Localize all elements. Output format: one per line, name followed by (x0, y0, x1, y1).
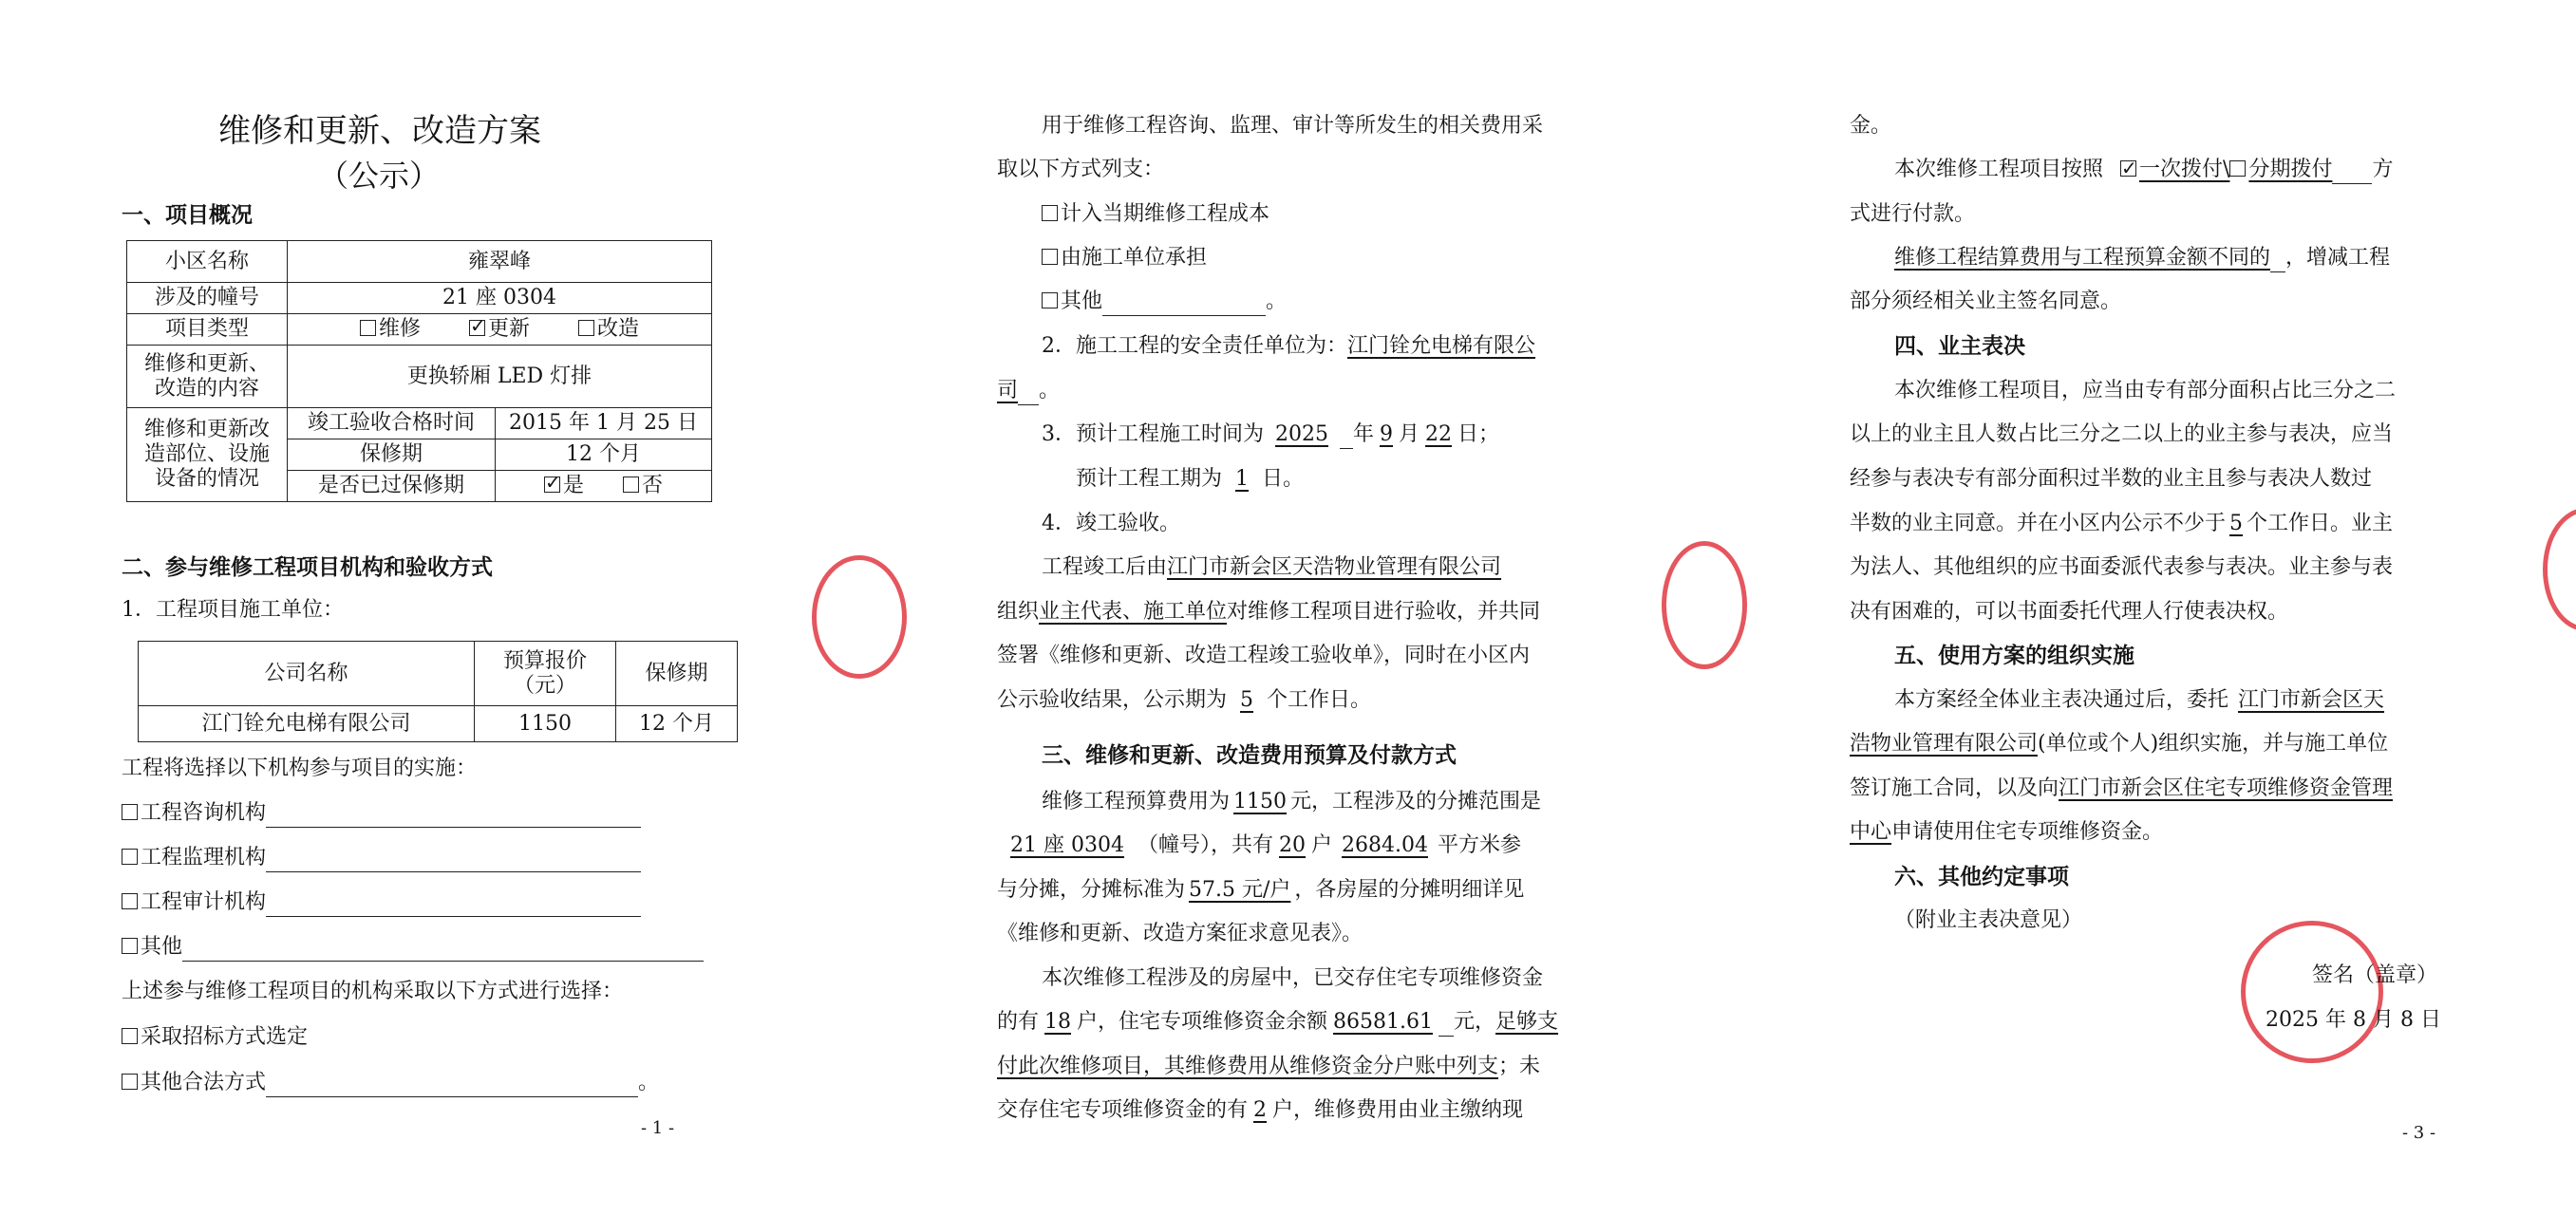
p2-schedule (1042, 421, 1499, 449)
p2-accept-1a: 工程竣工后由 (1042, 555, 1168, 579)
type-option-renovate: 改造 (597, 317, 640, 341)
agency-consult (122, 799, 641, 828)
section-heading-other: 六、其他约定事项 (1894, 864, 2069, 889)
agency-consult-label: 工程咨询机构 (141, 801, 267, 825)
checkbox-icon (360, 320, 376, 336)
section-heading-overview: 一、项目概况 (122, 202, 253, 228)
equipment-label-line-1: 维修和更新改 (143, 418, 270, 441)
checkbox-icon (122, 849, 138, 865)
red-seal-stamp (1662, 541, 1747, 669)
p2-budget-standard: 57.5 元/户 (1189, 878, 1291, 902)
type-options (288, 314, 712, 346)
p3-impl-3a: 签订施工合同，以及向 (1850, 776, 2059, 800)
p3-impl-2 (1850, 730, 2388, 758)
p3-impl-org: 江门市新会区天 (2238, 688, 2385, 712)
p2-fund-balance: 86581.61 (1333, 1010, 1434, 1034)
p3-impl-2b: (单位或个人)组织实施，并与施工单位 (2038, 732, 2389, 756)
p3-vote-4 (1850, 510, 2393, 538)
p3-impl-4 (1850, 818, 2163, 847)
page-subtitle: （公示） (318, 158, 441, 194)
p3-pay-1b: 方 (2372, 158, 2394, 181)
row-warranty: 12 个月 (616, 706, 738, 742)
p2-accept-days: 5 (1240, 688, 1254, 712)
p3-vote-3: 经参与表决专有部分面积过半数的业主且参与表决人数过 (1850, 467, 2373, 491)
p2-safety-unit-cont: 司 (997, 379, 1019, 402)
p3-pay-option-lump: 一次拨付\ (2139, 158, 2230, 181)
p2-duration-suffix: 日。 (1262, 467, 1305, 491)
p2-day: 22 (1425, 422, 1453, 446)
contractor-intro: 1．工程项目施工单位： (122, 598, 344, 622)
content-label (127, 346, 288, 408)
p3-vote-6: 决有困难的，可以书面委托代理人行使表决权。 (1850, 600, 2289, 624)
p2-fund-3 (997, 1053, 1540, 1081)
checkbox-checked-icon (544, 477, 560, 493)
page-1 (0, 0, 855, 1215)
p2-fund-2 (997, 1008, 1558, 1037)
acceptance-label: 竣工验收合格时间 (288, 408, 496, 439)
red-seal-stamp (2543, 508, 2576, 631)
col-company: 公司名称 (139, 642, 475, 706)
p3-vote-5: 为法人、其他组织的应书面委派代表参与表决。业主参与表 (1850, 555, 2394, 579)
p3-diff-1b: ，增减工程 (2285, 246, 2391, 270)
p2-duration-prefix: 预计工程工期为 (1076, 467, 1223, 491)
p2-fund-4c: 户，维修费用由业主缴纳现 (1272, 1098, 1524, 1122)
p2-budget-2b: （幢号），共有 (1137, 833, 1273, 857)
section-heading-vote: 四、业主表决 (1894, 333, 2025, 359)
checkbox-checked-icon (2120, 160, 2136, 177)
p3-diff-2: 部分须经相关业主签名同意。 (1850, 290, 2122, 313)
community-value: 雍翠峰 (288, 241, 712, 283)
p2-budget-1 (1042, 788, 1541, 816)
p3-line1: 金。 (1850, 114, 1892, 138)
p2-opt-contractor-label: 由施工单位承担 (1061, 246, 1208, 270)
page-number-3: - 3 - (2402, 1123, 2436, 1143)
checkbox-icon (122, 1028, 138, 1044)
content-label-line-2: 改造的内容 (154, 376, 259, 401)
p2-duration-value: 1 (1235, 467, 1250, 491)
expired-option-yes: 是 (562, 474, 584, 497)
type-option-repair: 维修 (378, 317, 421, 341)
expired-options (496, 471, 712, 502)
checkbox-icon (1042, 249, 1058, 265)
p3-impl-4b: 申请使用住宅专项维修资金。 (1891, 820, 2164, 844)
p2-fund-4 (997, 1096, 1523, 1125)
p2-fund-2a: 的有 (997, 1010, 1040, 1034)
p2-month: 9 (1380, 422, 1394, 446)
agency-audit-label: 工程审计机构 (141, 890, 267, 914)
p3-impl-org-cont: 浩物业管理有限公司 (1850, 732, 2039, 756)
method-tender (122, 1023, 308, 1052)
type-option-update: 更新 (487, 317, 530, 341)
p2-budget-3 (997, 876, 1524, 905)
checkbox-checked-icon (469, 320, 485, 336)
p2-accept-4c: 个工作日。 (1267, 688, 1372, 712)
p2-time-prefix: 3．预计工程施工时间为 (1042, 422, 1264, 446)
method-tender-label: 采取招标方式选定 (141, 1025, 309, 1049)
p3-pay-1a: 本次维修工程项目按照 (1894, 158, 2104, 181)
overview-table (126, 240, 712, 502)
p2-opt-cost (1042, 200, 1269, 229)
p2-budget-households: 20 (1279, 833, 1306, 857)
method-other (122, 1069, 659, 1097)
p2-line1: 用于维修工程咨询、监理、审计等所发生的相关费用采 (1042, 114, 1544, 138)
p2-accept-org: 江门市新会区天浩物业管理有限公司 (1167, 555, 1502, 579)
p3-vote-4a: 半数的业主同意。并在小区内公示不少于 (1850, 512, 2227, 535)
equipment-label (127, 408, 288, 502)
p2-accept-3: 签署《维修和更新、改造工程竣工验收单》，同时在小区内 (997, 644, 1531, 667)
checkbox-icon (623, 477, 639, 493)
checkbox-icon (1042, 205, 1058, 221)
p3-impl-center: 江门市新会区住宅专项维修资金管理 (2059, 776, 2394, 800)
p2-accept-4a: 公示验收结果，公示期为 (997, 688, 1228, 712)
section-heading-implementation: 五、使用方案的组织实施 (1894, 643, 2134, 668)
method-intro: 上述参与维修工程项目的机构采取以下方式进行选择： (122, 980, 624, 1003)
p2-safety-line2: 司 。 (997, 377, 1060, 405)
p2-budget-building: 21 座 0304 (1010, 833, 1124, 857)
p3-pay-2: 式进行付款。 (1850, 202, 1976, 226)
p2-accept-2c: 对维修工程项目进行验收，并共同 (1227, 600, 1541, 624)
type-label: 项目类型 (127, 314, 288, 346)
p2-fund-households: 18 (1044, 1010, 1072, 1034)
p2-budget-4: 《维修和更新、改造方案征求意见表》。 (997, 922, 1363, 945)
p2-accept-4 (997, 686, 1371, 715)
p2-budget-2f: 平方米参 (1438, 833, 1522, 857)
section-heading-agencies: 二、参与维修工程项目机构和验收方式 (122, 554, 493, 580)
p2-fund-unpaid: 2 (1253, 1098, 1268, 1122)
page-title: 维修和更新、改造方案 (218, 112, 541, 150)
checkbox-icon (122, 938, 138, 954)
p2-budget-1c: 元，工程涉及的分摊范围是 (1290, 790, 1542, 813)
p2-period: 。 (1266, 290, 1288, 313)
p2-safety (1042, 332, 1535, 361)
p2-safety-unit: 江门铨允电梯有限公 (1347, 334, 1536, 358)
col-budget-line-2: （元） (513, 673, 576, 698)
row-budget: 1150 (475, 706, 616, 742)
signature-label: 签名（盖章） (2312, 963, 2438, 987)
p3-vote-1: 本次维修工程项目，应当由专有部分面积占比三分之二 (1894, 379, 2397, 402)
p2-budget-amount: 1150 (1233, 790, 1288, 813)
equipment-label-line-3: 设备的情况 (154, 467, 259, 491)
col-budget-line-1: 预算报价 (502, 648, 587, 673)
p3-pay-option-installment: 分期拨付 (2248, 158, 2333, 181)
checkbox-icon (122, 804, 138, 820)
p2-budget-area: 2684.04 (1342, 833, 1428, 857)
checkbox-icon (1042, 292, 1058, 308)
p2-safety-prefix: 2．施工工程的安全责任单位为： (1042, 334, 1347, 358)
page-number-1: - 1 - (641, 1118, 675, 1138)
p2-budget-3a: 与分摊，分摊标准为 (997, 878, 1186, 902)
p3-impl-center-cont: 中心 (1850, 820, 1892, 844)
red-seal-stamp (812, 555, 907, 679)
contractor-table (138, 641, 738, 742)
p2-accept-parties: 业主代表、施工单位 (1039, 600, 1228, 624)
community-label: 小区名称 (127, 241, 288, 283)
p3-vote-2: 以上的业主且人数占比三分之二以上的业主参与表决，应当 (1850, 422, 2394, 446)
agency-supervise (122, 844, 641, 872)
p3-diff-1a: 维修工程结算费用与工程预算金额不同的 (1894, 246, 2271, 270)
equipment-label-line-2: 造部位、设施 (143, 442, 270, 466)
p2-opt-cost-label: 计入当期维修工程成本 (1061, 202, 1270, 226)
p2-opt-other-label: 其他 (1061, 290, 1103, 313)
p3-pay-1 (1894, 156, 2393, 184)
p2-month-suffix: 月 (1399, 422, 1420, 446)
p3-impl-1 (1894, 686, 2384, 715)
p3-impl-3 (1850, 775, 2393, 803)
col-warranty: 保修期 (616, 642, 738, 706)
checkbox-icon (122, 893, 138, 909)
p2-budget-1a: 维修工程预算费用为 (1042, 790, 1231, 813)
page-3 (1804, 0, 2576, 1215)
page-2 (950, 0, 1671, 1215)
signature-date: 2025 年 8 月 8 日 (2266, 1008, 2441, 1032)
p2-fund-1: 本次维修工程涉及的房屋中，已交存住宅专项维修资金 (1042, 966, 1544, 990)
col-budget (475, 642, 616, 706)
p2-accept-2a: 组织 (997, 600, 1040, 624)
company-seal-stamp (2241, 921, 2383, 1063)
p2-item4: 4．竣工验收。 (1042, 512, 1180, 535)
select-intro: 工程将选择以下机构参与项目的实施： (122, 757, 478, 780)
p2-opt-contractor (1042, 244, 1207, 272)
p2-accept-1 (1042, 553, 1501, 582)
p2-budget-3c: ，各房屋的分摊明细详见 (1294, 878, 1525, 902)
acceptance-value: 2015 年 1 月 25 日 (496, 408, 712, 439)
p2-accept-2 (997, 598, 1540, 626)
building-value: 21 座 0304 (288, 283, 712, 314)
method-other-label: 其他合法方式 (141, 1071, 267, 1094)
checkbox-icon (122, 1074, 138, 1090)
agency-other-label: 其他 (141, 935, 183, 959)
p2-fund-3b: ；未 (1498, 1055, 1541, 1078)
section-heading-budget: 三、维修和更新、改造费用预算及付款方式 (1042, 742, 1457, 768)
expired-label: 是否已过保修期 (288, 471, 496, 502)
p2-fund-4a: 交存住宅专项维修资金的有 (997, 1098, 1249, 1122)
method-period: 。 (638, 1071, 660, 1094)
content-value: 更换轿厢 LED 灯排 (288, 346, 712, 408)
p2-budget-2d: 户 (1311, 833, 1333, 857)
p2-day-suffix: 日； (1457, 422, 1500, 446)
p2-fund-3a: 付此次维修项目，其维修费用从维修资金分户账中列支 (997, 1055, 1499, 1078)
checkbox-icon (2229, 160, 2246, 177)
agency-other (122, 933, 704, 962)
content-label-line-1: 维修和更新、 (143, 351, 270, 376)
agency-supervise-label: 工程监理机构 (141, 846, 267, 869)
agency-audit (122, 888, 641, 917)
p2-fund-sufficient: 足够支 (1495, 1010, 1559, 1034)
p2-fund-2e: 元， (1454, 1010, 1496, 1034)
p2-year: 2025 (1275, 422, 1328, 446)
p3-vote-4c: 个工作日。业主 (2247, 512, 2394, 535)
p2-opt-other (1042, 288, 1287, 316)
warranty-value: 12 个月 (496, 439, 712, 471)
building-label: 涉及的幢号 (127, 283, 288, 314)
p2-fund-2c: 户，住宅专项维修资金余额 (1077, 1010, 1328, 1034)
p2-year-suffix: 年 (1353, 422, 1375, 446)
p3-diff-1 (1894, 244, 2390, 272)
p3-vote-days: 5 (2229, 512, 2244, 535)
p3-attachment: （附业主表决意见） (1894, 908, 2083, 932)
p2-duration (1076, 465, 1304, 494)
warranty-label: 保修期 (288, 439, 496, 471)
p2-line2: 取以下方式列支： (997, 158, 1165, 181)
row-company: 江门铨允电梯有限公司 (139, 706, 475, 742)
checkbox-icon (578, 320, 594, 336)
p2-budget-2 (997, 832, 1521, 860)
expired-option-no: 否 (642, 474, 664, 497)
p3-impl-1a: 本方案经全体业主表决通过后，委托 (1894, 688, 2229, 712)
